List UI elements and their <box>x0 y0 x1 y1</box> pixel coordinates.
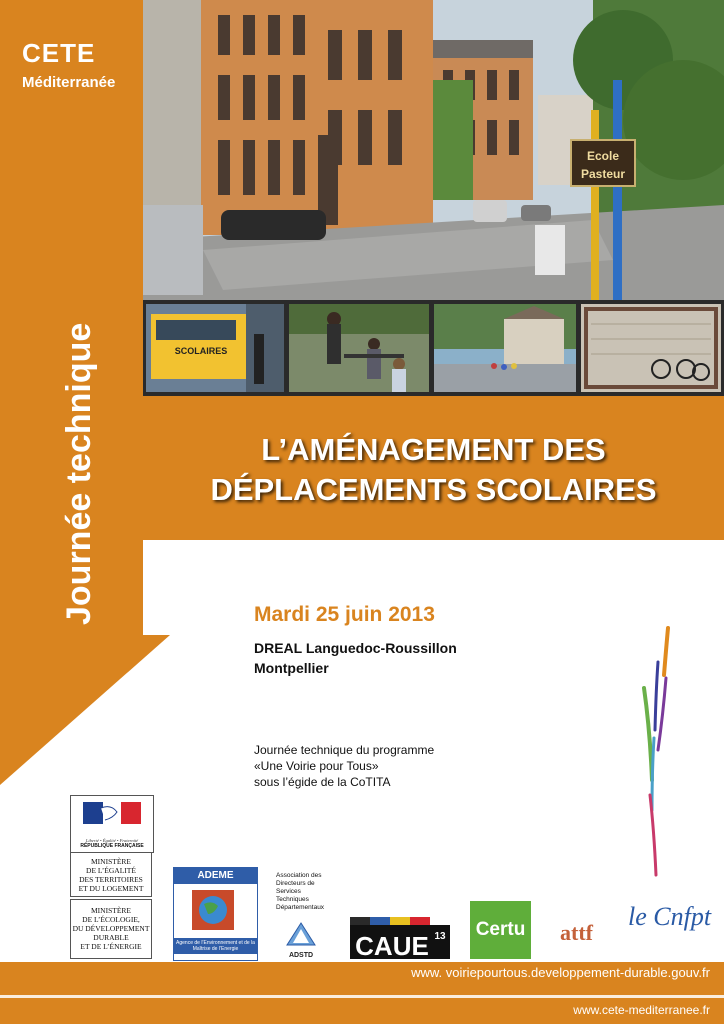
desc-line-1: Journée technique du programme <box>254 743 435 757</box>
thumb-children <box>289 304 429 392</box>
min2-line: ET DE L’ÉNERGIE <box>80 942 142 951</box>
orange-wedge <box>0 635 170 785</box>
caue-logo <box>350 917 450 959</box>
marianne-republique: RÉPUBLIQUE FRANÇAISE <box>80 843 144 849</box>
adstd-line: Techniques <box>276 896 309 903</box>
sign-ecole: Ecole <box>586 149 620 163</box>
min1-line: DES TERRITOIRES <box>79 875 143 884</box>
min1-line: MINISTÈRE <box>91 857 131 866</box>
hero-photo <box>143 0 724 300</box>
ministry-egalite <box>70 852 152 897</box>
min2-line: DU DÉVELOPPEMENT <box>72 924 150 933</box>
marianne-logo <box>70 795 154 853</box>
event-venue: DREAL Languedoc-Roussillon <box>254 640 457 656</box>
thumb-village <box>434 304 576 392</box>
thumb-bus <box>146 304 284 392</box>
voiriepourtous-link[interactable]: www. voiriepourtous.developpement-durable.gouv.fr <box>411 965 710 980</box>
event-description <box>254 742 434 790</box>
attf-logo: attf <box>560 920 593 945</box>
caue-number: 13 <box>434 931 446 942</box>
ministry-ecologie <box>70 899 152 959</box>
min1-line: DE L’ÉGALITÉ <box>86 866 136 875</box>
sign-pasteur: Pasteur <box>580 167 626 181</box>
min1-line: ET DU LOGEMENT <box>78 884 144 893</box>
event-city: Montpellier <box>254 660 329 676</box>
ademe-caption: Agence de l’Environnement et de la Maîtrise de l’Energie <box>174 938 257 954</box>
thumbnail-strip <box>143 300 724 396</box>
main-title <box>143 430 724 510</box>
adstd-line: Association des <box>276 872 322 879</box>
certu-logo: Certu <box>470 901 531 959</box>
adstd-logo <box>283 921 319 959</box>
adstd-line: Services <box>276 888 301 895</box>
bus-sign: SCOLAIRES <box>174 346 228 356</box>
adstd-name: ADSTD <box>288 952 314 959</box>
thumb-bikes <box>581 304 721 392</box>
min2-line: DE L’ÉCOLOGIE, <box>82 915 140 924</box>
desc-line-3: sous l’égide de la CoTITA <box>254 775 391 789</box>
ademe-logo <box>173 867 258 961</box>
cete-logo-sub: Méditerranée <box>22 74 116 91</box>
ademe-globe-icon <box>174 884 257 934</box>
adstd-line: Directeurs de <box>276 880 315 887</box>
cnfpt-logo: le Cnfpt <box>628 902 712 931</box>
caue-name: CAUE <box>355 931 429 959</box>
footer-divider <box>0 995 724 998</box>
vertical-title: Journée technique <box>60 322 98 625</box>
adstd-line: Départementaux <box>276 904 325 911</box>
marianne-motto: Liberté • Égalité • Fraternité <box>85 838 139 843</box>
title-line-2: DÉPLACEMENTS SCOLAIRES <box>210 472 657 507</box>
min2-line: MINISTÈRE <box>91 906 131 915</box>
adstd-label <box>276 872 324 912</box>
event-date: Mardi 25 juin 2013 <box>254 603 435 626</box>
min2-line: DURABLE <box>93 933 129 942</box>
ademe-name: ADEME <box>174 868 257 884</box>
cete-link[interactable]: www.cete-mediterranee.fr <box>573 1003 710 1017</box>
title-line-1: L’AMÉNAGEMENT DES <box>261 432 606 467</box>
cete-logo: CETE <box>22 38 96 68</box>
desc-line-2: «Une Voirie pour Tous» <box>254 759 379 773</box>
decorative-lines <box>630 620 690 880</box>
